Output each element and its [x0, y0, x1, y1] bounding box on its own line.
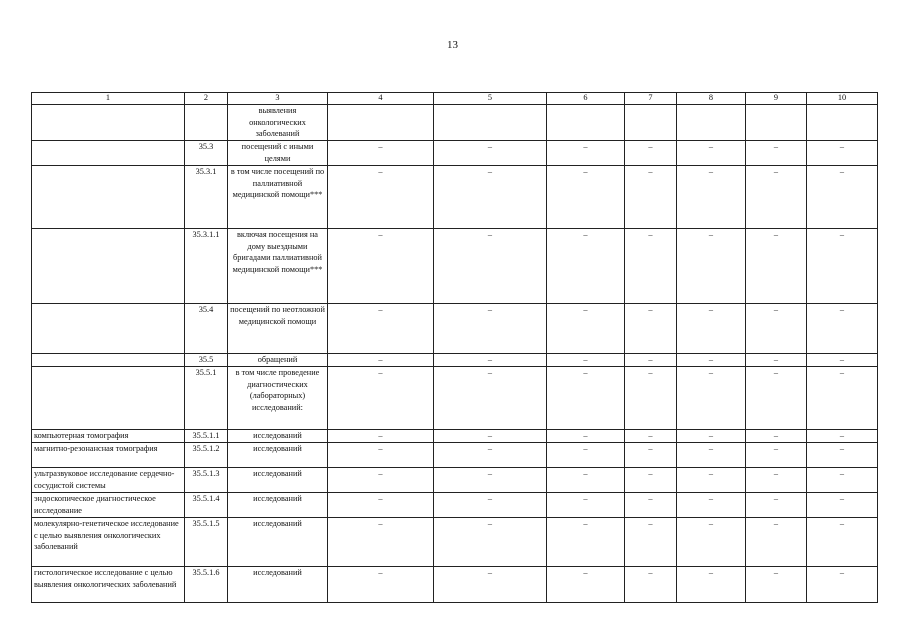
row-label [32, 367, 185, 430]
value-cell: – [677, 229, 746, 304]
value-cell: – [677, 468, 746, 493]
table-row [32, 304, 878, 354]
value-cell: – [807, 229, 878, 304]
table-row [32, 468, 878, 493]
value-cell: – [677, 141, 746, 166]
value-cell: – [746, 443, 807, 468]
value-cell: – [677, 354, 746, 367]
value-cell: – [434, 430, 547, 443]
value-cell: – [328, 367, 434, 430]
value-cell: – [807, 354, 878, 367]
value-cell: – [434, 304, 547, 354]
data-table [31, 92, 878, 603]
value-cell: – [625, 567, 677, 603]
row-code: 35.5.1.2 [185, 443, 228, 468]
row-unit: исследований [228, 443, 328, 468]
row-label: эндоскопическое диагностическое исследование [32, 493, 185, 518]
value-cell: – [547, 443, 625, 468]
value-cell: – [625, 166, 677, 229]
value-cell: – [328, 354, 434, 367]
value-cell: – [625, 367, 677, 430]
value-cell: – [746, 430, 807, 443]
value-cell: – [328, 468, 434, 493]
row-code: 35.5.1 [185, 367, 228, 430]
row-label [32, 141, 185, 166]
value-cell: – [547, 567, 625, 603]
row-label: гистологическое исследование с целью выявления онкологических заболеваний [32, 567, 185, 603]
value-cell: – [807, 367, 878, 430]
value-cell: – [547, 493, 625, 518]
header-cell: 1 [32, 93, 185, 105]
value-cell [807, 105, 878, 141]
value-cell: – [547, 141, 625, 166]
value-cell: – [746, 166, 807, 229]
value-cell: – [807, 430, 878, 443]
value-cell: – [625, 443, 677, 468]
value-cell: – [434, 367, 547, 430]
header-row [32, 93, 878, 105]
value-cell: – [677, 430, 746, 443]
value-cell [547, 105, 625, 141]
value-cell [746, 105, 807, 141]
value-cell: – [625, 493, 677, 518]
value-cell: – [746, 567, 807, 603]
table-row [32, 166, 878, 229]
row-label [32, 354, 185, 367]
row-code: 35.5.1.3 [185, 468, 228, 493]
header-cell: 3 [228, 93, 328, 105]
value-cell: – [807, 443, 878, 468]
row-code: 35.5.1.4 [185, 493, 228, 518]
row-label: ультразвуковое исследование сердечно-сосудистой системы [32, 468, 185, 493]
value-cell: – [434, 518, 547, 567]
row-label: магнитно-резонансная томография [32, 443, 185, 468]
value-cell: – [434, 354, 547, 367]
value-cell: – [746, 493, 807, 518]
row-code [185, 105, 228, 141]
row-code: 35.4 [185, 304, 228, 354]
value-cell: – [677, 367, 746, 430]
header-cell: 8 [677, 93, 746, 105]
table-row [32, 367, 878, 430]
value-cell: – [434, 567, 547, 603]
value-cell [328, 105, 434, 141]
row-label: компьютерная томография [32, 430, 185, 443]
value-cell: – [547, 430, 625, 443]
value-cell: – [547, 304, 625, 354]
row-label [32, 229, 185, 304]
value-cell: – [328, 567, 434, 603]
row-code: 35.5.1.6 [185, 567, 228, 603]
row-unit: в том числе посещений по паллиативной медицинской помощи*** [228, 166, 328, 229]
value-cell [434, 105, 547, 141]
row-label [32, 105, 185, 141]
value-cell: – [677, 166, 746, 229]
row-unit: включая посещения на дому выездными бригадами паллиативной медицинской помощи*** [228, 229, 328, 304]
value-cell: – [746, 518, 807, 567]
value-cell: – [547, 229, 625, 304]
value-cell: – [677, 304, 746, 354]
value-cell: – [625, 518, 677, 567]
row-code: 35.5 [185, 354, 228, 367]
value-cell: – [807, 493, 878, 518]
value-cell: – [746, 141, 807, 166]
row-unit: исследований [228, 468, 328, 493]
header-cell: 10 [807, 93, 878, 105]
value-cell: – [328, 430, 434, 443]
value-cell: – [625, 141, 677, 166]
value-cell: – [625, 354, 677, 367]
value-cell: – [434, 493, 547, 518]
table-row [32, 443, 878, 468]
header-cell: 2 [185, 93, 228, 105]
value-cell: – [328, 493, 434, 518]
row-unit: исследований [228, 430, 328, 443]
value-cell: – [547, 468, 625, 493]
row-label [32, 166, 185, 229]
value-cell: – [807, 567, 878, 603]
header-cell: 6 [547, 93, 625, 105]
row-unit: выявления онкологических заболеваний [228, 105, 328, 141]
value-cell: – [547, 518, 625, 567]
row-code: 35.5.1.5 [185, 518, 228, 567]
row-unit: исследований [228, 518, 328, 567]
header-cell: 9 [746, 93, 807, 105]
value-cell: – [625, 304, 677, 354]
value-cell: – [807, 468, 878, 493]
table-row [32, 430, 878, 443]
value-cell: – [434, 443, 547, 468]
header-cell: 4 [328, 93, 434, 105]
table-body [32, 105, 878, 603]
row-unit: посещений по неотложной медицинской помощи [228, 304, 328, 354]
row-code: 35.3.1 [185, 166, 228, 229]
table-row [32, 493, 878, 518]
value-cell: – [746, 229, 807, 304]
row-label: молекулярно-генетическое исследование с целью выявления онкологических заболеваний [32, 518, 185, 567]
value-cell: – [625, 430, 677, 443]
row-unit: исследований [228, 493, 328, 518]
row-code: 35.3.1.1 [185, 229, 228, 304]
page-number: 13 [447, 39, 458, 51]
value-cell: – [328, 166, 434, 229]
value-cell: – [434, 166, 547, 229]
row-unit: посещений с иными целями [228, 141, 328, 166]
value-cell: – [677, 493, 746, 518]
value-cell: – [625, 468, 677, 493]
value-cell: – [746, 367, 807, 430]
value-cell: – [807, 518, 878, 567]
table-row [32, 229, 878, 304]
value-cell: – [434, 141, 547, 166]
value-cell: – [434, 468, 547, 493]
header-cell: 7 [625, 93, 677, 105]
value-cell: – [547, 354, 625, 367]
header-cell: 5 [434, 93, 547, 105]
row-unit: исследований [228, 567, 328, 603]
row-unit: в том числе проведение диагностических (лабораторных) исследований: [228, 367, 328, 430]
table-row [32, 354, 878, 367]
value-cell: – [807, 304, 878, 354]
value-cell: – [807, 141, 878, 166]
table-row [32, 567, 878, 603]
value-cell: – [328, 141, 434, 166]
value-cell: – [328, 443, 434, 468]
value-cell: – [677, 567, 746, 603]
table-row [32, 105, 878, 141]
value-cell: – [677, 443, 746, 468]
value-cell: – [328, 229, 434, 304]
value-cell: – [328, 304, 434, 354]
value-cell: – [547, 166, 625, 229]
value-cell: – [746, 304, 807, 354]
value-cell: – [625, 229, 677, 304]
row-unit: обращений [228, 354, 328, 367]
value-cell: – [677, 518, 746, 567]
value-cell: – [746, 354, 807, 367]
row-label [32, 304, 185, 354]
table-row [32, 141, 878, 166]
table-row [32, 518, 878, 567]
value-cell: – [547, 367, 625, 430]
row-code: 35.5.1.1 [185, 430, 228, 443]
value-cell [625, 105, 677, 141]
value-cell: – [328, 518, 434, 567]
value-cell: – [746, 468, 807, 493]
value-cell: – [807, 166, 878, 229]
row-code: 35.3 [185, 141, 228, 166]
value-cell: – [434, 229, 547, 304]
value-cell [677, 105, 746, 141]
